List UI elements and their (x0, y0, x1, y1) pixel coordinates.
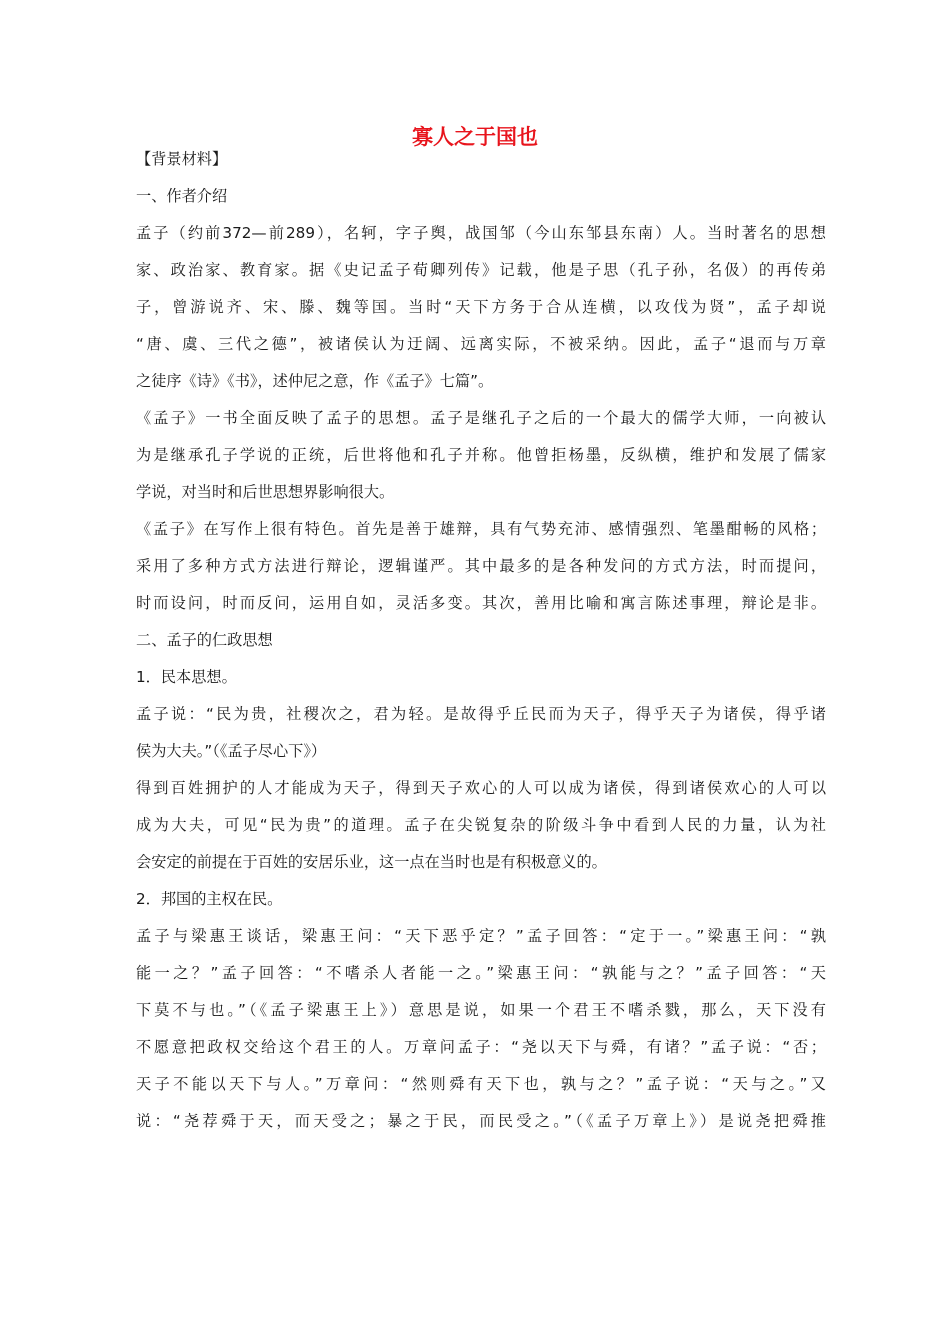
text-line: 孟子（约前372—前289），名轲，字子舆，战国邹（今山东邹县东南）人。当时著名的思想 (136, 224, 826, 242)
text-line: 不愿意把政权交给这个君王的人。万章问孟子：“尧以天下与舜，有诸？”孟子说：“否； (136, 1038, 826, 1056)
text-line: 二、孟子的仁政思想 (136, 631, 273, 649)
text-line: 能一之？”孟子回答：“不嗜杀人者能一之。”梁惠王问：“孰能与之？”孟子回答：“天 (136, 964, 826, 982)
text-line: 天子不能以天下与人。”万章问：“然则舜有天下也，孰与之？”孟子说：“天与之。”又 (136, 1075, 826, 1093)
text-line: 为是继承孔子学说的正统，后世将他和孔子并称。他曾拒杨墨，反纵横，维护和发展了儒家 (136, 446, 826, 464)
text-line: 孟子说：“民为贵，社稷次之，君为轻。是故得乎丘民而为天子，得乎天子为诸侯，得乎诸 (136, 705, 826, 723)
text-line: 家、政治家、教育家。据《史记孟子荀卿列传》记载，他是子思（孔子孙，名伋）的再传弟 (136, 261, 826, 279)
text-line: 学说，对当时和后世思想界影响很大。 (136, 483, 395, 501)
text-line: 子，曾游说齐、宋、滕、魏等国。当时“天下方务于合从连横，以攻伐为贤”，孟子却说 (136, 298, 826, 316)
text-line: 得到百姓拥护的人才能成为天子，得到天子欢心的人可以成为诸侯，得到诸侯欢心的人可以 (136, 779, 826, 797)
text-line: 【背景材料】 (136, 150, 228, 168)
text-line: 会安定的前提在于百姓的安居乐业，这一点在当时也是有积极意义的。 (136, 853, 607, 871)
text-line: 成为大夫，可见“民为贵”的道理。孟子在尖锐复杂的阶级斗争中看到人民的力量，认为社 (136, 816, 826, 834)
document-body (136, 148, 826, 1147)
text-line: 《孟子》一书全面反映了孟子的思想。孟子是继孔子之后的一个最大的儒学大师，一向被认 (136, 409, 826, 427)
text-line: “唐、虞、三代之德”，被诸侯认为迂阔、远离实际，不被采纳。因此，孟子“退而与万章 (136, 335, 826, 353)
text-line: 《孟子》在写作上很有特色。首先是善于雄辩，具有气势充沛、感情强烈、笔墨酣畅的风格； (136, 520, 826, 538)
text-line: 侯为大夫。”（《孟子尽心下》） (136, 742, 327, 760)
text-line: 之徒序《诗》《书》，述仲尼之意，作《孟子》七篇”。 (136, 372, 494, 390)
text-line: 1．民本思想。 (136, 668, 237, 686)
document-title: 寡人之于国也 (412, 125, 538, 149)
text-line: 2．邦国的主权在民。 (136, 890, 283, 908)
text-line: 孟子与梁惠王谈话，梁惠王问：“天下恶乎定？”孟子回答：“定于一。”梁惠王问：“孰 (136, 927, 826, 945)
text-line: 采用了多种方式方法进行辩论，逻辑谨严。其中最多的是各种发问的方式方法，时而提问， (136, 557, 826, 575)
text-line: 说：“尧荐舜于天，而天受之；暴之于民，而民受之。”（《孟子万章上》）是说尧把舜推 (136, 1112, 826, 1130)
text-line: 一、作者介绍 (136, 187, 228, 205)
text-line: 时而设问，时而反问，运用自如，灵活多变。其次，善用比喻和寓言陈述事理，辩论是非。 (136, 594, 826, 612)
text-line: 下莫不与也。”（《孟子梁惠王上》）意思是说，如果一个君王不嗜杀戮，那么，天下没有 (136, 1001, 826, 1019)
